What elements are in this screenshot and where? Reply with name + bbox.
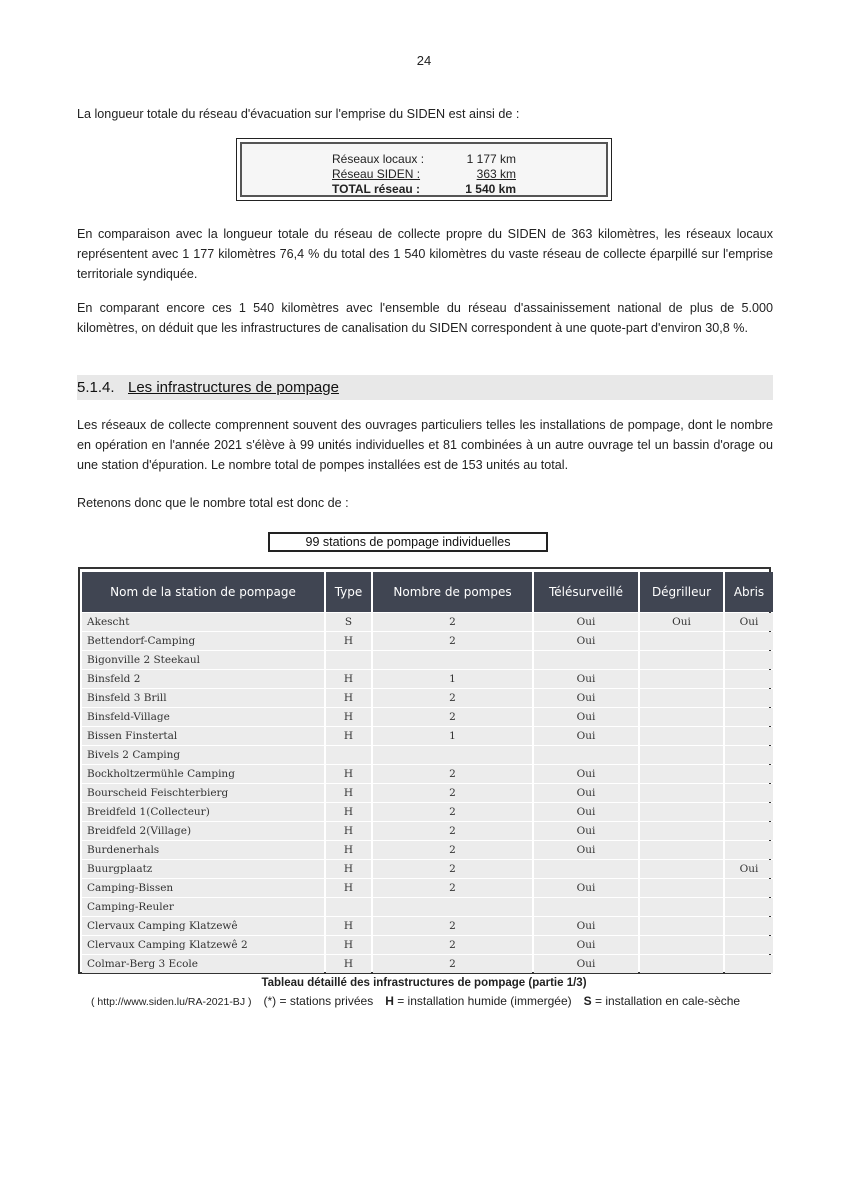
intro-paragraph: La longueur totale du réseau d'évacuation sur l'emprise du SIDEN est ainsi de : bbox=[77, 107, 520, 121]
table-cell: 2 bbox=[373, 841, 532, 859]
table-cell: 2 bbox=[373, 613, 532, 631]
table-cell: H bbox=[326, 917, 371, 935]
table-cell: 2 bbox=[373, 784, 532, 802]
table-cell: H bbox=[326, 822, 371, 840]
column-header: Télésurveillé bbox=[534, 572, 638, 612]
table-cell: Oui bbox=[534, 936, 638, 954]
network-summary-box bbox=[236, 138, 612, 201]
table-cell bbox=[326, 898, 371, 916]
station-name-cell: Bigonville 2 Steekaul bbox=[82, 651, 324, 669]
table-cell: Oui bbox=[534, 784, 638, 802]
table-cell bbox=[640, 936, 723, 954]
table-cell: 2 bbox=[373, 689, 532, 707]
station-name-cell: Colmar-Berg 3 Ecole bbox=[82, 955, 324, 973]
legend-dry-text: = installation en cale-sèche bbox=[595, 994, 741, 1008]
table-row bbox=[82, 955, 773, 973]
table-cell: 2 bbox=[373, 803, 532, 821]
table-row bbox=[82, 746, 773, 764]
table-cell bbox=[640, 632, 723, 650]
table-cell bbox=[725, 727, 773, 745]
table-row bbox=[82, 689, 773, 707]
station-name-cell: Binsfeld 3 Brill bbox=[82, 689, 324, 707]
table-cell bbox=[640, 670, 723, 688]
table-cell: Oui bbox=[534, 822, 638, 840]
section-title: Les infrastructures de pompage bbox=[128, 379, 339, 396]
table-row bbox=[82, 860, 773, 878]
table-row bbox=[82, 708, 773, 726]
table-cell bbox=[640, 898, 723, 916]
table-row bbox=[82, 936, 773, 954]
table-cell: H bbox=[326, 841, 371, 859]
table-cell bbox=[640, 822, 723, 840]
table-cell: H bbox=[326, 936, 371, 954]
table-cell bbox=[373, 651, 532, 669]
table-cell bbox=[640, 917, 723, 935]
table-cell bbox=[640, 841, 723, 859]
legend-dry-key: S bbox=[583, 994, 592, 1008]
table-cell bbox=[725, 651, 773, 669]
table-cell bbox=[725, 632, 773, 650]
comparison-paragraph: En comparaison avec la longueur totale du réseau de collecte propre du SIDEN de 363 kilomètres, les réseaux locaux représentent avec 1 177 kilomètres 76,4 % du total des 1 540 kilomètres du vaste réseau de collecte éparpillé sur l'emprise territoriale syndiquée. bbox=[77, 227, 773, 281]
table-cell bbox=[725, 708, 773, 726]
table-cell: 2 bbox=[373, 765, 532, 783]
table-cell: Oui bbox=[534, 670, 638, 688]
table-cell: H bbox=[326, 727, 371, 745]
station-name-cell: Buurgplaatz bbox=[82, 860, 324, 878]
table-cell: 2 bbox=[373, 936, 532, 954]
table-caption: Tableau détaillé des infrastructures de pompage (partie 1/3) bbox=[261, 977, 587, 989]
table-header-row bbox=[82, 572, 773, 612]
table-cell: Oui bbox=[534, 708, 638, 726]
table-cell: H bbox=[326, 689, 371, 707]
table-cell bbox=[373, 898, 532, 916]
national-paragraph: En comparant encore ces 1 540 kilomètres avec l'ensemble du réseau d'assainissement national de plus de 5.000 kilomètres, on déduit que les infrastructures de canalisation du SIDEN correspondent à une quote-part d'environ 30,8 %. bbox=[77, 301, 773, 335]
station-name-cell: Bivels 2 Camping bbox=[82, 746, 324, 764]
table-row bbox=[82, 917, 773, 935]
table-cell: Oui bbox=[534, 841, 638, 859]
column-header: Nom de la station de pompage bbox=[82, 572, 324, 612]
station-name-cell: Bissen Finstertal bbox=[82, 727, 324, 745]
table-cell: 2 bbox=[373, 632, 532, 650]
summary-value: 1 177 km bbox=[466, 152, 516, 166]
table-cell: Oui bbox=[640, 613, 723, 631]
station-name-cell: Burdenerhals bbox=[82, 841, 324, 859]
legend-private: (*) = stations privées bbox=[263, 994, 374, 1008]
table-cell: 2 bbox=[373, 879, 532, 897]
table-cell bbox=[725, 689, 773, 707]
table-cell bbox=[534, 860, 638, 878]
table-cell bbox=[725, 955, 773, 973]
section-number: 5.1.4. bbox=[77, 379, 115, 396]
table-row bbox=[82, 822, 773, 840]
table-cell: Oui bbox=[725, 860, 773, 878]
station-name-cell: Breidfeld 2(Village) bbox=[82, 822, 324, 840]
table-row bbox=[82, 803, 773, 821]
table-cell: Oui bbox=[534, 879, 638, 897]
column-header: Type bbox=[326, 572, 371, 612]
table-cell: Oui bbox=[534, 632, 638, 650]
table-row bbox=[82, 632, 773, 650]
table-cell bbox=[534, 746, 638, 764]
table-cell bbox=[640, 651, 723, 669]
table-cell bbox=[725, 898, 773, 916]
table-cell: H bbox=[326, 879, 371, 897]
table-cell: Oui bbox=[534, 803, 638, 821]
pumping-paragraph: Les réseaux de collecte comprennent souvent des ouvrages particuliers telles les installations de pompage, dont le nombre en opération en l'année 2021 s'élève à 99 unités individuelles et 81 combinées à un autre ouvrage tel un bassin d'orage ou une station d'épuration. Le nombre total de pompes installées est de 153 unités au total. bbox=[77, 418, 773, 472]
column-header: Dégrilleur bbox=[640, 572, 723, 612]
table-cell: 2 bbox=[373, 860, 532, 878]
summary-label: Réseaux locaux : bbox=[332, 152, 425, 166]
table-cell bbox=[725, 670, 773, 688]
column-header: Abris bbox=[725, 572, 773, 612]
station-name-cell: Clervaux Camping Klatzewê 2 bbox=[82, 936, 324, 954]
table-cell bbox=[640, 727, 723, 745]
table-cell: H bbox=[326, 803, 371, 821]
table-cell: Oui bbox=[534, 765, 638, 783]
table-cell bbox=[725, 746, 773, 764]
table-row bbox=[82, 879, 773, 897]
table-cell: Oui bbox=[534, 955, 638, 973]
station-name-cell: Clervaux Camping Klatzewê bbox=[82, 917, 324, 935]
table-cell: H bbox=[326, 955, 371, 973]
table-cell bbox=[534, 651, 638, 669]
table-body bbox=[82, 613, 773, 973]
table-cell: 2 bbox=[373, 917, 532, 935]
station-name-cell: Akescht bbox=[82, 613, 324, 631]
table-cell bbox=[640, 879, 723, 897]
table-cell bbox=[725, 917, 773, 935]
table-cell: Oui bbox=[534, 727, 638, 745]
summary-label: TOTAL réseau : bbox=[332, 182, 421, 196]
table-cell bbox=[725, 803, 773, 821]
table-cell bbox=[640, 860, 723, 878]
table-cell: H bbox=[326, 670, 371, 688]
table-cell: Oui bbox=[534, 917, 638, 935]
section-header bbox=[77, 375, 773, 400]
table-cell bbox=[640, 955, 723, 973]
table-row bbox=[82, 765, 773, 783]
station-name-cell: Bockholtzermühle Camping bbox=[82, 765, 324, 783]
table-cell bbox=[640, 765, 723, 783]
table-cell bbox=[373, 746, 532, 764]
table-cell bbox=[640, 803, 723, 821]
table-cell: 2 bbox=[373, 708, 532, 726]
station-name-cell: Binsfeld 2 bbox=[82, 670, 324, 688]
table-cell bbox=[725, 822, 773, 840]
legend-humid-key: H bbox=[385, 994, 394, 1008]
table-cell: H bbox=[326, 860, 371, 878]
table-cell: Oui bbox=[534, 689, 638, 707]
column-header: Nombre de pompes bbox=[373, 572, 532, 612]
table-row bbox=[82, 651, 773, 669]
station-name-cell: Bettendorf-Camping bbox=[82, 632, 324, 650]
table-cell bbox=[725, 841, 773, 859]
summary-label: Réseau SIDEN : bbox=[332, 167, 421, 181]
table-cell bbox=[725, 879, 773, 897]
table-cell bbox=[326, 651, 371, 669]
table-cell: H bbox=[326, 708, 371, 726]
table-cell bbox=[534, 898, 638, 916]
table-cell bbox=[725, 765, 773, 783]
station-name-cell: Bourscheid Feischterbierg bbox=[82, 784, 324, 802]
table-cell: Oui bbox=[725, 613, 773, 631]
retenons-paragraph: Retenons donc que le nombre total est donc de : bbox=[77, 496, 349, 510]
station-name-cell: Camping-Reuler bbox=[82, 898, 324, 916]
table-legend bbox=[91, 994, 740, 1008]
table-cell: 1 bbox=[373, 727, 532, 745]
table-row bbox=[82, 841, 773, 859]
table-cell bbox=[640, 746, 723, 764]
table-row bbox=[82, 613, 773, 631]
table-cell bbox=[725, 936, 773, 954]
table-cell bbox=[640, 689, 723, 707]
network-summary-inner bbox=[240, 142, 608, 197]
summary-value: 363 km bbox=[476, 167, 516, 181]
table-row bbox=[82, 727, 773, 745]
table-cell: H bbox=[326, 784, 371, 802]
table-cell bbox=[326, 746, 371, 764]
table-cell: S bbox=[326, 613, 371, 631]
station-name-cell: Camping-Bissen bbox=[82, 879, 324, 897]
table-cell: 1 bbox=[373, 670, 532, 688]
table-row bbox=[82, 784, 773, 802]
pumping-stations-table bbox=[80, 571, 775, 974]
table-cell: H bbox=[326, 765, 371, 783]
station-name-cell: Binsfeld-Village bbox=[82, 708, 324, 726]
table-row bbox=[82, 670, 773, 688]
table-cell bbox=[725, 784, 773, 802]
table-row bbox=[82, 898, 773, 916]
source-url: ( http://www.siden.lu/RA-2021-BJ ) bbox=[91, 996, 252, 1008]
table-cell bbox=[640, 784, 723, 802]
table-cell: 2 bbox=[373, 822, 532, 840]
stations-count-box: 99 stations de pompage individuelles bbox=[268, 532, 548, 552]
station-name-cell: Breidfeld 1(Collecteur) bbox=[82, 803, 324, 821]
table-cell bbox=[640, 708, 723, 726]
summary-value: 1 540 km bbox=[465, 182, 516, 196]
legend-humid-text: = installation humide (immergée) bbox=[397, 994, 572, 1008]
table-cell: 2 bbox=[373, 955, 532, 973]
table-cell: Oui bbox=[534, 613, 638, 631]
table-cell: H bbox=[326, 632, 371, 650]
page-number: 24 bbox=[416, 53, 432, 68]
